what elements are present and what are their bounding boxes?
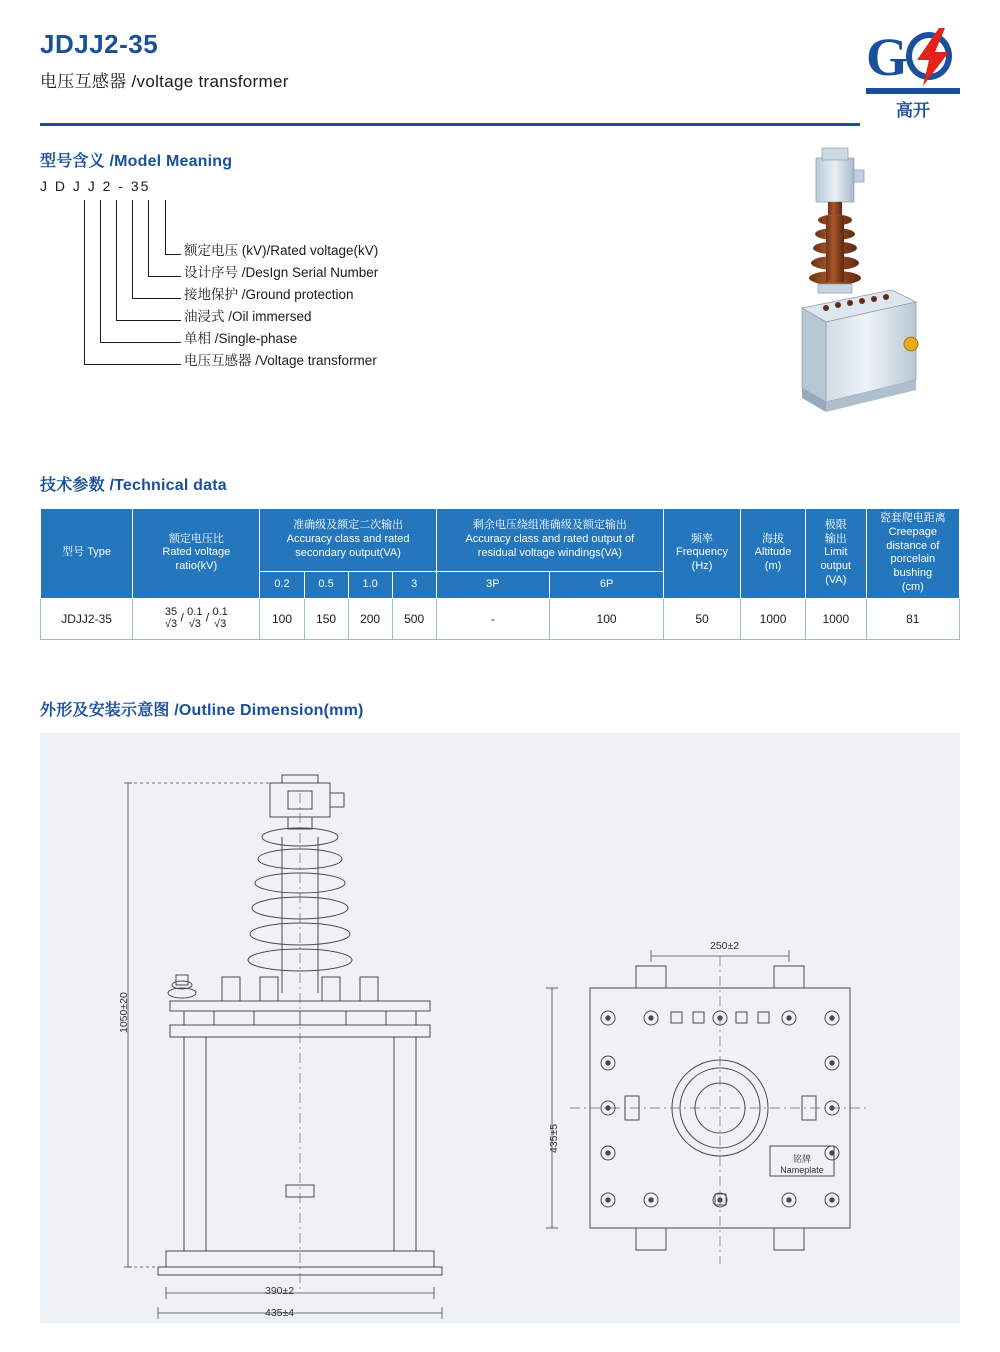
page-title: JDJJ2-35 bbox=[40, 29, 159, 59]
th-creep-en2: distance of bbox=[886, 539, 940, 552]
dimension-side-label: 435±5 bbox=[548, 1123, 560, 1153]
logo-letter-g: G bbox=[866, 27, 909, 87]
th-class-6P: 6P bbox=[550, 571, 664, 598]
company-logo bbox=[866, 27, 962, 122]
ratio-slash-2: / bbox=[205, 610, 210, 625]
model-label-1: 额定电压 (kV)/Rated voltage(kV) bbox=[184, 243, 379, 258]
cell-creepage: 81 bbox=[866, 598, 959, 639]
technical-data-table bbox=[40, 508, 960, 640]
th-acc-sec-cn: 准确级及额定二次输出 bbox=[293, 519, 404, 532]
cell-ratio-value bbox=[165, 607, 228, 630]
th-class-02: 0.2 bbox=[260, 571, 304, 598]
outline-dimension-drawing bbox=[40, 733, 960, 1323]
table-header-row-1 bbox=[41, 509, 960, 572]
ratio-den-3: √3 bbox=[214, 617, 227, 630]
model-label-4: 油浸式 /Oil immersed bbox=[184, 309, 312, 324]
table-body bbox=[41, 598, 960, 639]
th-accuracy-residual bbox=[436, 509, 663, 572]
logo-chinese-name: 高开 bbox=[896, 101, 930, 120]
th-ratio bbox=[133, 509, 260, 599]
plan-view bbox=[530, 948, 910, 1278]
ratio-slash-1: / bbox=[180, 610, 184, 625]
th-acc-sec-en2: secondary output(VA) bbox=[295, 546, 401, 559]
th-acc-res-en1: Accuracy class and rated output of bbox=[465, 532, 635, 545]
leader-line-6 bbox=[84, 200, 181, 365]
cell-altitude: 1000 bbox=[741, 598, 806, 639]
dimension-top-width-label: 250±2 bbox=[710, 940, 740, 952]
cell-class-3: 500 bbox=[392, 598, 436, 639]
cell-class-3P: - bbox=[436, 598, 549, 639]
th-creep-en1: Creepage bbox=[888, 525, 937, 538]
th-alt-cn: 海拔 bbox=[762, 532, 785, 545]
ratio-num-3: 0.1 bbox=[212, 605, 228, 618]
th-class-10: 1.0 bbox=[348, 571, 392, 598]
cell-class-02: 100 bbox=[260, 598, 304, 639]
th-accuracy-secondary bbox=[260, 509, 436, 572]
cell-ratio bbox=[133, 598, 260, 639]
ratio-den-2: √3 bbox=[188, 617, 201, 630]
model-meaning-labels bbox=[184, 240, 524, 372]
product-photo bbox=[740, 140, 940, 430]
ratio-fraction-1 bbox=[165, 607, 177, 630]
cell-frequency: 50 bbox=[663, 598, 740, 639]
nameplate-label-cn: 铭牌 bbox=[792, 1154, 811, 1164]
dimension-height-label: 1050±20 bbox=[118, 992, 130, 1033]
th-limit-en1: Limit bbox=[824, 546, 848, 559]
th-limit-en2: output bbox=[820, 560, 852, 573]
ratio-fraction-2 bbox=[187, 607, 202, 630]
header-divider bbox=[40, 123, 860, 126]
th-class-3P: 3P bbox=[436, 571, 549, 598]
th-class-05: 0.5 bbox=[304, 571, 348, 598]
model-label-3: 接地保护 /Ground protection bbox=[184, 287, 354, 302]
logo-bar bbox=[866, 88, 960, 94]
front-elevation-view bbox=[110, 753, 510, 1323]
th-acc-res-cn: 剩余电压绕组准确级及额定输出 bbox=[472, 519, 627, 532]
th-creep-unit: (cm) bbox=[901, 580, 924, 593]
th-altitude bbox=[741, 509, 806, 599]
th-creep-en3: porcelain bbox=[890, 553, 936, 566]
th-ratio-en2: ratio(kV) bbox=[175, 560, 218, 573]
model-label-6: 电压互感器 /Voltage transformer bbox=[184, 353, 377, 368]
th-ratio-cn: 额定电压比 bbox=[168, 532, 224, 545]
th-class-3: 3 bbox=[392, 571, 436, 598]
th-freq-en: Frequency bbox=[676, 546, 729, 559]
ratio-fraction-3 bbox=[212, 607, 227, 630]
model-label-5: 单相 /Single-phase bbox=[184, 331, 298, 346]
section-heading-outline: 外形及安装示意图 /Outline Dimension(mm) bbox=[40, 702, 364, 719]
cell-type: JDJJ2-35 bbox=[41, 598, 133, 639]
th-limit-output bbox=[805, 509, 866, 599]
section-heading-technical-data: 技术参数 /Technical data bbox=[40, 477, 227, 494]
cell-class-6P: 100 bbox=[550, 598, 664, 639]
th-freq-cn: 频率 bbox=[691, 532, 714, 545]
nameplate-label bbox=[770, 1154, 834, 1177]
table-row bbox=[41, 598, 960, 639]
cell-class-10: 200 bbox=[348, 598, 392, 639]
th-alt-unit: (m) bbox=[764, 560, 782, 573]
lightning-bolt-icon bbox=[909, 28, 957, 86]
th-freq-unit: (Hz) bbox=[691, 560, 713, 573]
table-header bbox=[41, 509, 960, 599]
dimension-base-outer-label: 435±4 bbox=[265, 1307, 295, 1319]
section-heading-model-meaning: 型号含义 /Model Meaning bbox=[40, 153, 233, 170]
cell-limit-output: 1000 bbox=[805, 598, 866, 639]
nameplate-label-en: Nameplate bbox=[780, 1165, 824, 1176]
page-subtitle: 电压互感器 /voltage transformer bbox=[40, 71, 289, 91]
model-label-2: 设计序号 /DesIgn Serial Number bbox=[184, 265, 379, 280]
ratio-num-2: 0.1 bbox=[187, 605, 203, 618]
th-acc-res-en2: residual voltage windings(VA) bbox=[477, 546, 622, 559]
th-type: 型号 Type bbox=[41, 509, 133, 599]
th-alt-en: Altitude bbox=[754, 546, 792, 559]
th-limit-cn1: 极限 bbox=[824, 518, 847, 531]
th-limit-unit: (VA) bbox=[825, 573, 847, 586]
th-acc-sec-en1: Accuracy class and rated bbox=[286, 532, 410, 545]
model-meaning-diagram bbox=[40, 178, 520, 388]
ratio-den-1: √3 bbox=[164, 617, 178, 630]
ratio-num-1: 35 bbox=[164, 605, 178, 618]
cell-class-05: 150 bbox=[304, 598, 348, 639]
th-creepage bbox=[866, 509, 959, 599]
th-limit-cn2: 输出 bbox=[824, 532, 847, 545]
page-header bbox=[40, 27, 960, 92]
th-ratio-en1: Rated voltage bbox=[162, 546, 231, 559]
th-creep-cn: 瓷套爬电距离 bbox=[879, 512, 946, 524]
dimension-base-inner-label: 390±2 bbox=[265, 1285, 295, 1297]
model-code-text: J D J J 2 - 35 bbox=[40, 178, 151, 194]
th-creep-en4: bushing bbox=[893, 567, 933, 579]
th-frequency bbox=[663, 509, 740, 599]
